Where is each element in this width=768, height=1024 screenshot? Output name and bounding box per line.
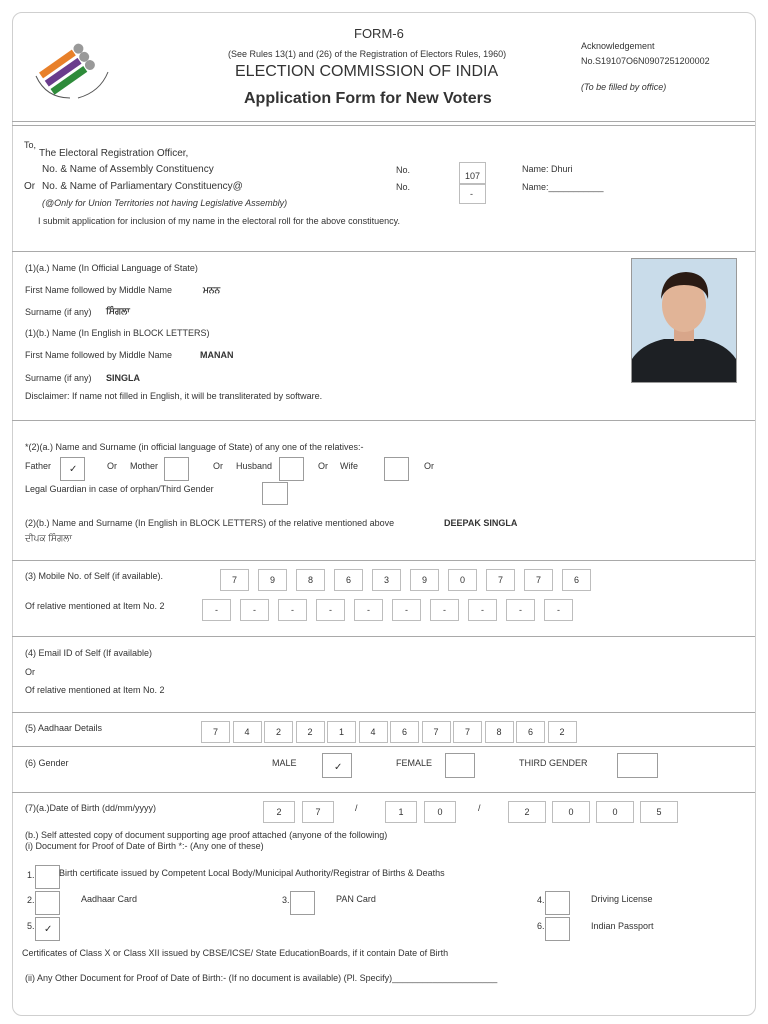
divider-header: [12, 121, 755, 122]
mobile-self-digit[interactable]: 9: [410, 569, 439, 591]
surname-label: Surname (if any): [25, 307, 92, 317]
male-label: MALE: [272, 758, 297, 768]
husband-checkbox[interactable]: [279, 457, 304, 481]
aadhaar-digit[interactable]: 2: [296, 721, 325, 743]
divider-4: [12, 636, 755, 637]
aadhaar-digit[interactable]: 8: [485, 721, 514, 743]
mobile-self-digit[interactable]: 3: [372, 569, 401, 591]
person-photo-icon: [632, 259, 736, 382]
mobile-self-digit[interactable]: 0: [448, 569, 477, 591]
email-self-label: (4) Email ID of Self (If available): [25, 648, 153, 658]
gender-label: (6) Gender: [25, 758, 69, 768]
passport-label: Indian Passport: [591, 921, 654, 931]
aadhaar-card-checkbox[interactable]: [35, 891, 60, 915]
aadhaar-digit[interactable]: 7: [453, 721, 482, 743]
rules-reference: (See Rules 13(1) and (26) of the Registration of Electors Rules, 1960): [228, 49, 507, 59]
mobile-relative-digit[interactable]: -: [392, 599, 421, 621]
surname-label-english: Surname (if any): [25, 373, 92, 383]
husband-label: Husband: [236, 461, 273, 471]
birth-certificate-checkbox[interactable]: [35, 865, 60, 889]
mobile-self-digit[interactable]: 7: [524, 569, 553, 591]
first-name-label-english: First Name followed by Middle Name: [25, 350, 173, 360]
mobile-self-digit[interactable]: 7: [486, 569, 515, 591]
pan-card-checkbox[interactable]: [290, 891, 315, 915]
assembly-name: Name: Dhuri: [522, 164, 573, 174]
mobile-relative-digit[interactable]: -: [202, 599, 231, 621]
male-checkbox[interactable]: ✓: [322, 753, 352, 778]
divider-6: [12, 746, 755, 747]
proof-num-6: 6.: [537, 921, 545, 931]
eci-logo: [30, 36, 116, 102]
email-or-label: Or: [25, 667, 35, 677]
father-checkbox[interactable]: ✓: [60, 457, 85, 481]
eci-logo-icon: [30, 36, 116, 102]
aadhaar-digit[interactable]: 1: [327, 721, 356, 743]
proof-num-3: 3.: [282, 895, 290, 905]
third-gender-label: THIRD GENDER: [519, 758, 588, 768]
or-label-2: Or: [213, 461, 223, 471]
mobile-self-digit[interactable]: 8: [296, 569, 325, 591]
applicant-photo[interactable]: [631, 258, 737, 383]
parliament-no-value: -: [470, 189, 473, 199]
email-relative-label: Of relative mentioned at Item No. 2: [25, 685, 165, 695]
aadhaar-digit[interactable]: 4: [233, 721, 262, 743]
dob-digit[interactable]: 0: [424, 801, 456, 823]
form-title: Application Form for New Voters: [244, 90, 492, 107]
divider-7: [12, 792, 755, 793]
guardian-label: Legal Guardian in case of orphan/Third Gender: [25, 484, 214, 494]
birth-certificate-label: Birth certificate issued by Competent Local Body/Municipal Authority/Registrar of Births & Deaths: [59, 868, 445, 878]
mobile-relative-digit[interactable]: -: [544, 599, 573, 621]
to-label: To,: [24, 140, 37, 150]
dob-digit[interactable]: 2: [263, 801, 295, 823]
aadhaar-digit[interactable]: 7: [422, 721, 451, 743]
divider-5: [12, 712, 755, 713]
proof-num-5: 5.: [27, 921, 35, 931]
proof-num-4: 4.: [537, 895, 545, 905]
submit-statement: I submit application for inclusion of my name in the electoral roll for the above constituency.: [38, 216, 401, 226]
mobile-relative-digit[interactable]: -: [354, 599, 383, 621]
ack-note: (To be filled by office): [581, 82, 667, 92]
dob-slash-1: /: [355, 803, 358, 813]
dob-digit[interactable]: 5: [640, 801, 678, 823]
mobile-self-label: (3) Mobile No. of Self (if available).: [25, 571, 164, 581]
mobile-relative-digit[interactable]: -: [316, 599, 345, 621]
driving-license-label: Driving License: [591, 894, 653, 904]
or-label: Or: [24, 181, 36, 192]
mobile-self-digit[interactable]: 9: [258, 569, 287, 591]
mobile-relative-digit[interactable]: -: [506, 599, 535, 621]
dob-digit[interactable]: 1: [385, 801, 417, 823]
ack-number: No.S19107O6N0907251200002: [581, 56, 710, 66]
name-english-heading: (1)(b.) Name (In English in BLOCK LETTERS): [25, 328, 210, 338]
female-checkbox[interactable]: [445, 753, 475, 778]
relative-name-official: ਦੀਪਕ ਸਿੰਗਲਾ: [25, 533, 72, 543]
aadhaar-digit[interactable]: 2: [264, 721, 293, 743]
aadhaar-card-label: Aadhaar Card: [81, 894, 138, 904]
relative-name-english: DEEPAK SINGLA: [444, 518, 518, 528]
divider-3: [12, 560, 755, 561]
first-name-label: First Name followed by Middle Name: [25, 285, 173, 295]
dob-digit[interactable]: 0: [596, 801, 634, 823]
form-number: FORM-6: [354, 26, 404, 41]
proof-subheading: (i) Document for Proof of Date of Birth *:- (Any one of these): [25, 841, 264, 851]
wife-checkbox[interactable]: [384, 457, 409, 481]
parliament-name: Name:___________: [522, 182, 604, 192]
ack-label: Acknowledgement: [581, 41, 655, 51]
aadhaar-digit[interactable]: 6: [390, 721, 419, 743]
assembly-label: No. & Name of Assembly Constituency: [42, 164, 214, 175]
mobile-relative-digit[interactable]: -: [278, 599, 307, 621]
proof-num-1: 1.: [27, 870, 35, 880]
disclaimer: Disclaimer: If name not filled in English, it will be transliterated by software.: [25, 391, 323, 401]
relative-heading: *(2)(a.) Name and Surname (in official language of State) of any one of the relatives:-: [25, 442, 364, 452]
mobile-self-digit[interactable]: 6: [334, 569, 363, 591]
parliament-no-label: No.: [396, 182, 411, 192]
divider-2: [12, 420, 755, 421]
dob-digit[interactable]: 7: [302, 801, 334, 823]
assembly-no-label: No.: [396, 165, 411, 175]
school-certificate-checkbox[interactable]: ✓: [35, 917, 60, 941]
divider-header-2: [12, 125, 755, 126]
dob-digit[interactable]: 0: [552, 801, 590, 823]
divider-1: [12, 251, 755, 252]
ut-note: (@Only for Union Territories not having Legislative Assembly): [42, 198, 288, 208]
proof-num-2: 2.: [27, 895, 35, 905]
other-document-label: (ii) Any Other Document for Proof of Date of Birth:- (If no document is available) (Pl. Specify)_____________________: [25, 973, 498, 983]
mobile-relative-digit[interactable]: -: [468, 599, 497, 621]
school-certificate-label: Certificates of Class X or Class XII issued by CBSE/ICSE/ State EducationBoards, if it contain Date of Birth: [22, 948, 449, 958]
father-label: Father: [25, 461, 52, 471]
aadhaar-digit[interactable]: 7: [201, 721, 230, 743]
dob-slash-2: /: [478, 803, 481, 813]
mobile-relative-digit[interactable]: -: [240, 599, 269, 621]
parliament-label: No. & Name of Parliamentary Constituency@: [42, 181, 243, 192]
guardian-checkbox[interactable]: [262, 482, 288, 505]
officer-label: The Electoral Registration Officer,: [39, 148, 189, 159]
relative-english-heading: (2)(b.) Name and Surname (In English in BLOCK LETTERS) of the relative mentioned above: [25, 518, 395, 528]
passport-checkbox[interactable]: [545, 917, 570, 941]
mobile-self-digit[interactable]: 7: [220, 569, 249, 591]
third-gender-checkbox[interactable]: [617, 753, 658, 778]
first-name-english: MANAN: [200, 350, 234, 360]
mother-label: Mother: [130, 461, 159, 471]
assembly-no-value: 107: [465, 171, 481, 181]
dob-digit[interactable]: 2: [508, 801, 546, 823]
wife-label: Wife: [340, 461, 358, 471]
pan-card-label: PAN Card: [336, 894, 376, 904]
name-official-heading: (1)(a.) Name (In Official Language of State): [25, 263, 198, 273]
surname-official: ਸਿੰਗਲਾ: [106, 306, 130, 316]
mobile-relative-label: Of relative mentioned at Item No. 2: [25, 601, 165, 611]
aadhaar-digit[interactable]: 2: [548, 721, 577, 743]
female-label: FEMALE: [396, 758, 433, 768]
or-label-4: Or: [424, 461, 434, 471]
form-frame: [12, 12, 756, 1016]
surname-english: SINGLA: [106, 373, 141, 383]
or-label-3: Or: [318, 461, 328, 471]
proof-heading: (b.) Self attested copy of document supporting age proof attached (anyone of the following): [25, 830, 388, 840]
mother-checkbox[interactable]: [164, 457, 189, 481]
mobile-self-digit[interactable]: 6: [562, 569, 591, 591]
commission-name: ELECTION COMMISSION OF INDIA: [235, 63, 499, 80]
aadhaar-digit[interactable]: 4: [359, 721, 388, 743]
aadhaar-digit[interactable]: 6: [516, 721, 545, 743]
first-name-official: ਮਨਨ: [203, 285, 221, 295]
dob-label: (7)(a.)Date of Birth (dd/mm/yyyy): [25, 803, 157, 813]
aadhaar-label: (5) Aadhaar Details: [25, 723, 103, 733]
or-label-1: Or: [107, 461, 117, 471]
driving-license-checkbox[interactable]: [545, 891, 570, 915]
mobile-relative-digit[interactable]: -: [430, 599, 459, 621]
